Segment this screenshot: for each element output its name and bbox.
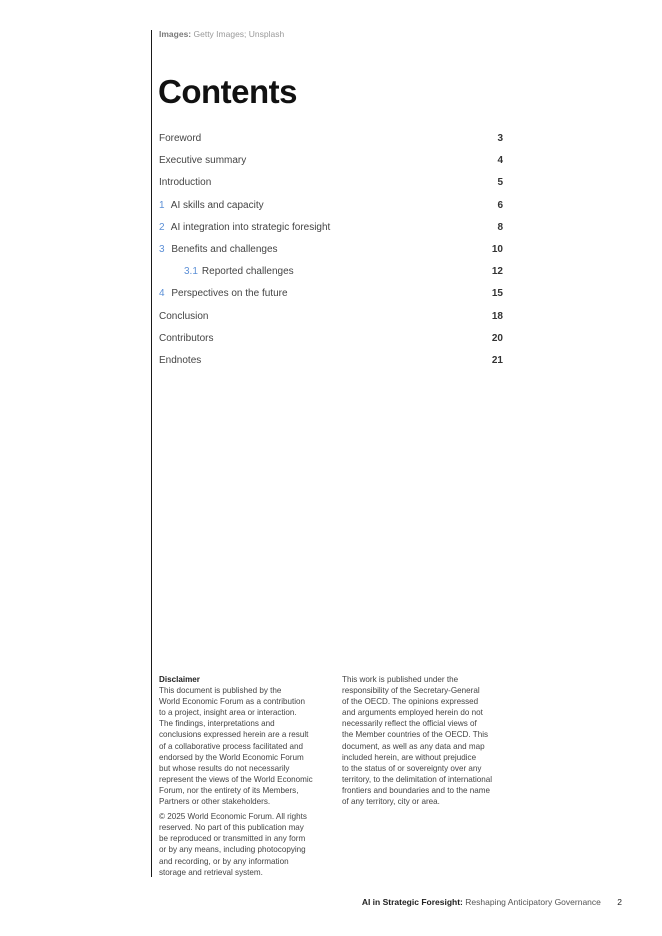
toc-item-number: 3 [159, 243, 165, 255]
footer-report-subtitle: Reshaping Anticipatory Governance [465, 897, 601, 907]
toc-item-page: 15 [491, 288, 503, 300]
toc-item-page: 3 [497, 133, 503, 144]
toc-item-perspectives[interactable] [159, 283, 503, 305]
toc-item-introduction[interactable] [159, 172, 503, 194]
toc-item-number: 2 [159, 221, 165, 233]
image-credits-text: Getty Images; Unsplash [193, 29, 285, 39]
toc-item-foreword[interactable] [159, 128, 503, 150]
toc-item-page: 12 [491, 266, 503, 278]
toc-item-label: Endnotes [159, 354, 202, 366]
toc-item-label: Perspectives on the future [171, 288, 288, 300]
image-credits [159, 29, 284, 39]
image-credits-label: Images: [159, 29, 192, 39]
disclaimer-text: This document is published by the World Economic Forum as a contribution to a project, insight area or interaction. The findings, interpretations and conclusions expressed herein are a result of a collaborative process facilitated and endorsed by the World Economic Forum but whose results do not necessarily represent the views of the World Economic Forum, nor the entirety of its Members, Partners or other stakeholders. [159, 686, 313, 807]
toc-item-label: Introduction [159, 177, 212, 189]
toc-item-label: AI skills and capacity [170, 199, 264, 211]
footer-report-title: AI in Strategic Foresight: [361, 897, 463, 907]
disclaimer-title: Disclaimer [159, 675, 200, 684]
toc-item-label: Contributors [159, 332, 214, 344]
toc-item-reported-challenges[interactable] [159, 261, 503, 283]
toc-item-label: Executive summary [159, 155, 247, 167]
toc-item-number: 4 [159, 288, 165, 300]
toc-item-page: 5 [497, 177, 503, 189]
toc-item-contributors[interactable] [159, 328, 503, 350]
toc-item-conclusion[interactable] [159, 306, 503, 328]
page-number: 2 [617, 897, 622, 907]
toc-item-label: Conclusion [159, 310, 209, 322]
toc-item-page: 4 [497, 155, 503, 167]
margin-rule [151, 30, 152, 877]
toc-item-page: 21 [491, 354, 503, 366]
toc-item-ai-skills[interactable] [159, 195, 503, 217]
page-title: Contents [158, 73, 297, 110]
toc-item-page: 10 [491, 243, 503, 255]
toc-item-page: 18 [491, 310, 503, 322]
table-of-contents [159, 128, 503, 372]
page-footer [362, 897, 622, 907]
copyright-text: © 2025 World Economic Forum. All rights reserved. No part of this publication may be reproduced or transmitted in any form or by any means, including photocopying and recording, or by any information storage and retrieval system. [159, 812, 307, 877]
toc-item-endnotes[interactable] [159, 350, 503, 372]
disclaimer-column-left [159, 674, 329, 878]
toc-item-label: Reported challenges [201, 266, 294, 278]
disclaimer-column-right [342, 674, 512, 807]
toc-item-ai-integration[interactable] [159, 217, 503, 239]
toc-item-number: 1 [159, 199, 165, 211]
toc-item-label: AI integration into strategic foresight [170, 221, 331, 233]
toc-item-label: Benefits and challenges [171, 243, 278, 255]
toc-item-label: Foreword [159, 133, 202, 144]
toc-item-executive-summary[interactable] [159, 150, 503, 172]
toc-item-number: 3.1 [184, 266, 198, 278]
toc-item-page: 20 [491, 332, 503, 344]
toc-item-benefits-challenges[interactable] [159, 239, 503, 261]
oecd-notice: This work is published under the responsibility of the Secretary-General of the OECD. The opinions expressed and arguments employed herein do not necessarily reflect the official views of the Member countries of the OECD. This document, as well as any data and map included herein, are without prejudice to the status of or sovereignty over any territory, to the delimitation of international frontiers and boundaries and to the name of any territory, city or area. [342, 675, 493, 807]
toc-item-page: 6 [497, 199, 503, 211]
toc-item-page: 8 [497, 221, 503, 233]
